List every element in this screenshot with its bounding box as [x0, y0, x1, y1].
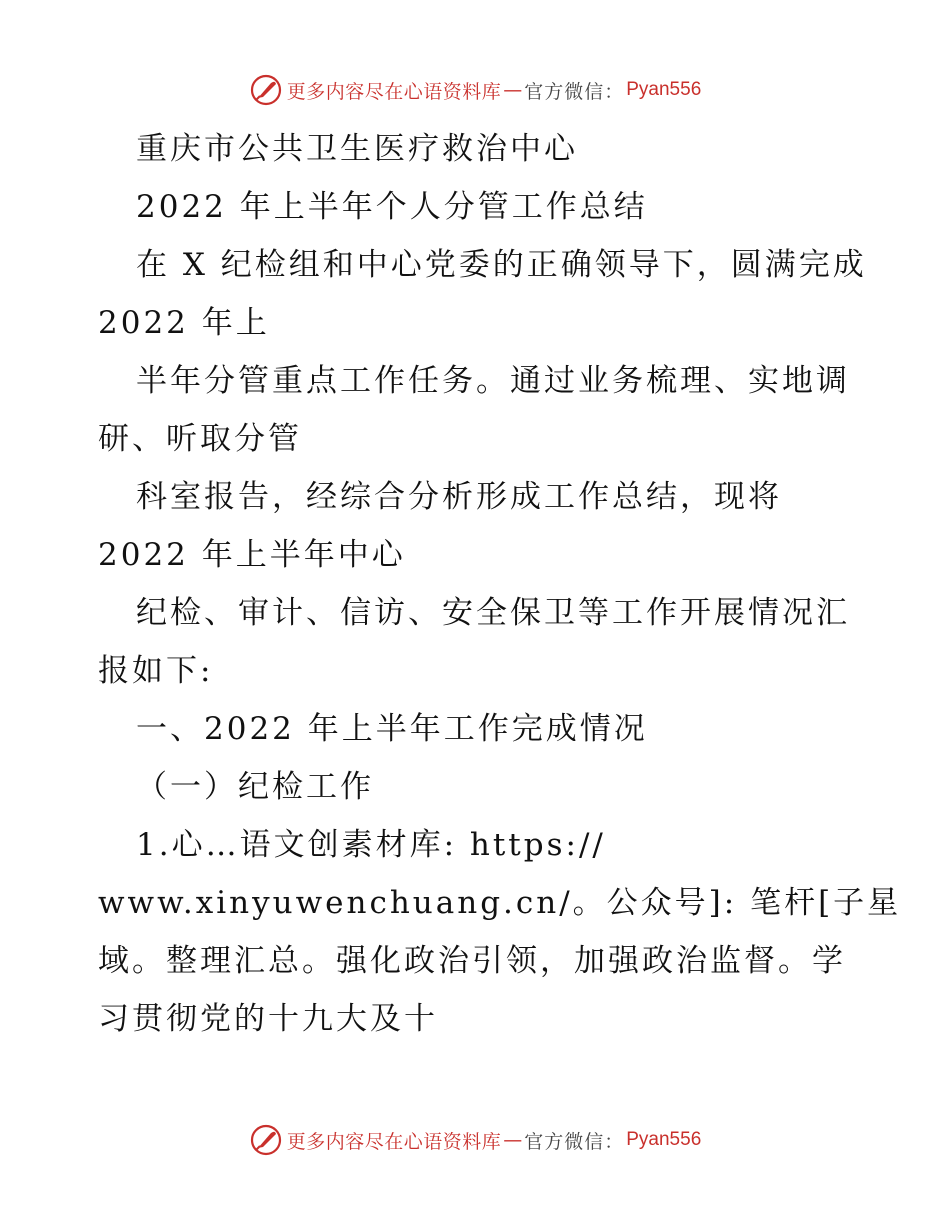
quill-circle-icon [249, 1123, 283, 1157]
doc-line: 2022 年上半年中心 [98, 537, 406, 573]
header-watermark [0, 70, 950, 110]
doc-line: 2022 年上 [98, 305, 270, 341]
doc-line: www.xinyuwenchuang.cn/。公众号]: 笔杆[子星 [98, 885, 902, 921]
doc-line: 报如下: [98, 653, 214, 689]
doc-subtitle: 2022 年上半年个人分管工作总结 [136, 189, 648, 225]
document-body [98, 120, 902, 1048]
doc-line: 域。整理汇总。强化政治引领，加强政治监督。学 [98, 943, 846, 979]
watermark-text: 更多内容尽在心语资料库 [286, 1130, 502, 1153]
doc-line: 科室报告，经综合分析形成工作总结，现将 [136, 479, 782, 515]
watermark-label: 官方微信： [524, 80, 625, 103]
doc-line: 纪检、审计、信访、安全保卫等工作开展情况汇 [136, 595, 850, 631]
watermark-handle: Pyan556 [626, 1129, 702, 1150]
watermark-dash: — [503, 79, 523, 101]
quill-circle-icon [249, 73, 283, 107]
watermark-handle: Pyan556 [626, 79, 702, 100]
watermark-dash: — [503, 1129, 523, 1151]
doc-title: 重庆市公共卫生医疗救治中心 [136, 131, 578, 167]
doc-line: 半年分管重点工作任务。通过业务梳理、实地调 [136, 363, 850, 399]
watermark-label: 官方微信： [524, 1130, 625, 1153]
watermark-text: 更多内容尽在心语资料库 [286, 80, 502, 103]
doc-line: 在 X 纪检组和中心党委的正确领导下，圆满完成 [136, 247, 867, 283]
subsection-heading: （一）纪检工作 [136, 769, 374, 805]
doc-line: 研、听取分管 [98, 421, 302, 457]
doc-line: 1.心…语文创素材库: https:// [136, 827, 606, 863]
section-heading: 一、2022 年上半年工作完成情况 [136, 711, 648, 747]
doc-line: 习贯彻党的十九大及十 [98, 1001, 438, 1037]
footer-watermark [0, 1120, 950, 1160]
